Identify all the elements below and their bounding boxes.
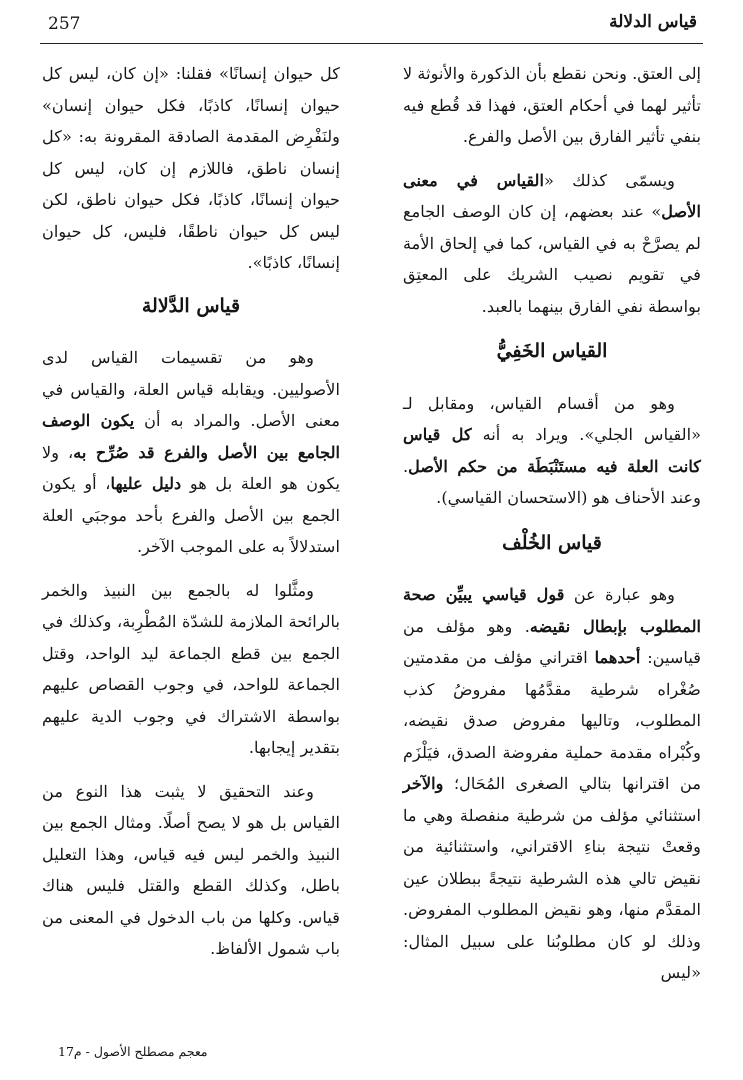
header-rule — [40, 43, 703, 44]
heading-qiyas-dalala: قياس الدَّلالة — [141, 294, 241, 317]
paragraph-qiyas-dalala-examples: ومثَّلوا له بالجمع بين النبيذ والخمر بالرائحة الملازمة للشدّة المُطْرِبة، وكذلك في الجمع بين قطع الجماعة ليد الواحد، وقتل الجماعة للواحد، في وجوب القصاص عليهم بواسطة الاشتراك في وجوب الدية عليهم بتقدير إيجابها. — [42, 580, 340, 757]
heading-qiyas-khafi: القياس الخَفِيُّ — [496, 340, 608, 362]
heading-qiyas-khulf: قياس الخُلْف — [502, 531, 602, 554]
left-column — [42, 58, 340, 977]
paragraph-qiyas-khafi: وهو من أقسام القياس، ومقابل لـ «القياس الجلي». ويراد به أنه كل قياس كانت العلة فيه مستَنْبَطَة من حكم الأصل. وعند الأحناف هو (الاستحسان القياسي). — [403, 393, 702, 507]
paragraph-qiyas-dalala-definition: وهو من تقسيمات القياس لدى الأصوليين. ويقابله قياس العلة، والقياس في معنى الأصل. والمراد به أن يكون الوصف الجامع بين الأصل والفرع قد صُرِّح به، ولا يكون هو العلة بل هو دليل عليها، أو يكون الجمع بين الأصل والفرع بأحد موجبَي العلة استدلالاً به على الموجب الآخر. — [42, 348, 341, 556]
page-number: 257 — [48, 14, 81, 34]
paragraph-emancipation: إلى العتق. ونحن نقطع بأن الذكورة والأنوثة لا تأثير لهما في أحكام العتق، فهذا قد قُطع فيه بنفي تأثير الفارق بين الأصل والفرع. — [403, 64, 701, 146]
page-footer: معجم مصطلح الأصول - م17 — [58, 1044, 208, 1059]
right-column — [403, 58, 701, 1001]
paragraph-qiyas-dalala-verification: وعند التحقيق لا يثبت هذا النوع من القياس بل هو لا يصح أصلًا. ومثال الجمع بين النبيذ والخمر ليس فيه قياس، وهذا التعليل باطل، وكذلك القطع والقتل فليس هناك قياس. وكلها من باب الدخول في المعنى من باب شمول الألفاظ. — [42, 781, 340, 958]
paragraph-khulf-example: كل حيوان إنسانًا» فقلنا: «إن كان، ليس كل حيوان إنسانًا، كاذبًا، فكل حيوان إنسان» ولنَفْرِض المقدمة الصادقة المقرونة به: «كل إنسان ناطق، فاللازم إن كان، ليس كل حيوان إنسانًا، كاذبًا، فكل حيوان ناطق، لكن ليس كل حيوان ناطقًا، فليس، كل حيوان إنسانًا، كاذبًا». — [42, 64, 340, 272]
page-header — [40, 10, 703, 40]
paragraph-qiyas-fi-mana-al-asl: ويسمّى كذلك «القياس في معنى الأصل» عند بعضهم، إن كان الوصف الجامع لم يصرَّحْ به في القياس، كما في إلحاق الأمة في تقويم نصيب الشريك على المعتِق بواسطة نفي الفارق بينهما بالعبد. — [403, 170, 701, 316]
running-title: قياس الدلالة — [609, 12, 697, 32]
paragraph-qiyas-khulf: وهو عبارة عن قول قياسي يبيِّن صحة المطلوب بإبطال نقيضه. وهو مؤلف من قياسين: أحدهما اقتراني مؤلف من مقدمتين صُغْراه شرطية مقدَّمُها مفروضُ كذب المطلوب، وتاليها مفروض صدق نقيضه، وكُبْراه مقدمة حملية مفروضة الصدق، فيَلْزَم من اقترانها بتالي الصغرى المُحَال؛ والآخر استثنائي مؤلف من شرطية منفصلة وهي ما وقعتْ نتيجة بناءِ الاقتراني، واستثنائية من نقيض تالي هذه الشرطية نتيجةً ببطلان عين المقدَّم منها، وهو نقيض المطلوب المفروض. وذلك لو كان مطلوبُنا على سبيل المثال: «ليس — [403, 585, 702, 982]
